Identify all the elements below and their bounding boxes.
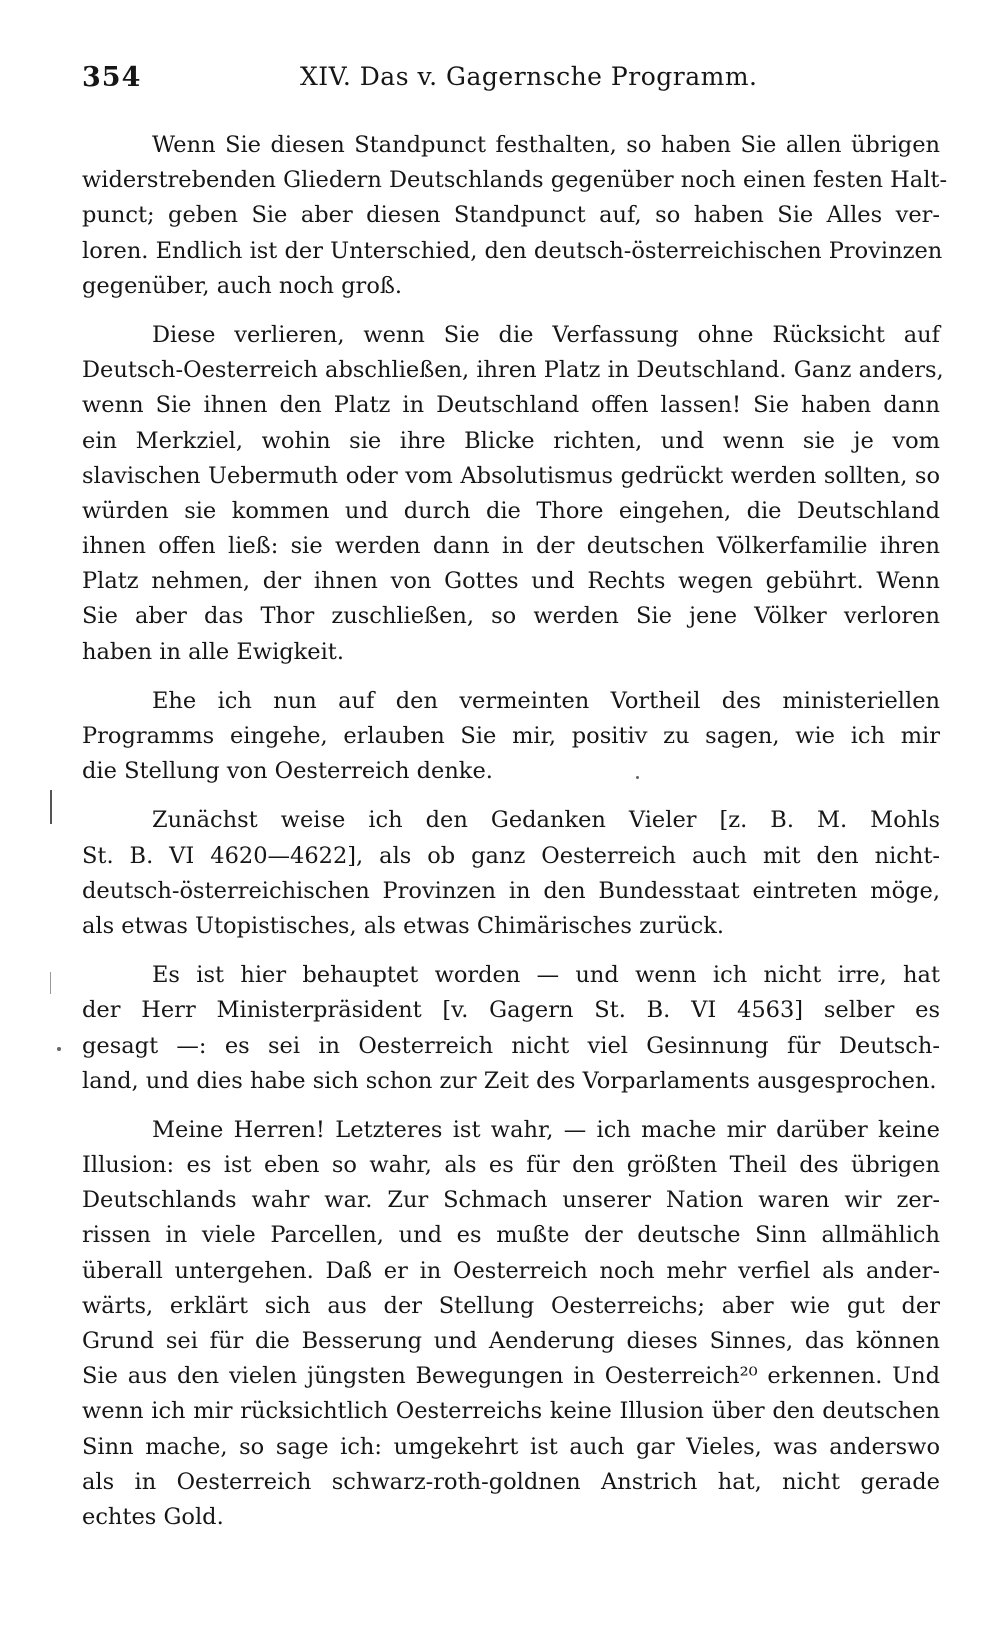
- text-line: land, und dies habe sich schon zur Zeit des Vorparlaments ausgesprochen.: [82, 1067, 937, 1094]
- text-line: wenn ich mir rücksichtlich Oesterreichs keine Illusion über den deutschen: [82, 1398, 940, 1425]
- text-line: loren. Endlich ist der Unterschied, den deutsch-österreichischen Provinzen: [82, 237, 943, 264]
- margin-mark: [50, 790, 52, 824]
- text-line: Sinn mache, so sage ich: umgekehrt ist auch gar Vieles, was anderswo: [82, 1433, 940, 1460]
- text-line: Meine Herren! Letzteres ist wahr, — ich mache mir darüber keine: [152, 1116, 940, 1143]
- running-head: XIV. Das v. Gagernsche Programm.: [300, 62, 758, 91]
- paragraph: [82, 958, 940, 1099]
- paragraph: [82, 684, 940, 790]
- text-line: Sie aber das Thor zuschließen, so werden Sie jene Völker verloren: [82, 603, 940, 630]
- text-line: Deutschlands wahr war. Zur Schmach unserer Nation waren wir zer-: [82, 1187, 940, 1214]
- text-line: ein Merkziel, wohin sie ihre Blicke richten, und wenn sie je vom: [82, 427, 940, 454]
- text-line: Programms eingehe, erlauben Sie mir, positiv zu sagen, wie ich mir: [82, 723, 940, 749]
- text-line: wenn Sie ihnen den Platz in Deutschland offen lassen! Sie haben dann: [82, 392, 940, 419]
- text-line: haben in alle Ewigkeit.: [82, 638, 345, 665]
- text-line: als in Oesterreich schwarz-roth-goldnen Anstrich hat, nicht gerade: [82, 1468, 940, 1495]
- text-line: Deutsch-Oesterreich abschließen, ihren Platz in Deutschland. Ganz anders,: [82, 357, 944, 384]
- text-line: rissen in viele Parcellen, und es mußte der deutsche Sinn allmählich: [82, 1222, 940, 1249]
- text-line: deutsch-österreichischen Provinzen in den Bundesstaat eintreten möge,: [82, 877, 940, 904]
- paragraph: [82, 318, 944, 670]
- text-line: wärts, erklärt sich aus der Stellung Oesterreichs; aber wie gut der: [82, 1292, 940, 1319]
- text-line: als etwas Utopistisches, als etwas Chimärisches zurück.: [82, 912, 725, 939]
- paragraph: [82, 1113, 940, 1535]
- text-line: St. B. VI 4620—4622], als ob ganz Oesterreich auch mit den nicht-: [82, 842, 940, 869]
- paragraph: [82, 128, 948, 304]
- text-line: Sie aus den vielen jüngsten Bewegungen in Oesterreich²⁰ erkennen. Und: [82, 1363, 940, 1390]
- margin-mark: [50, 972, 51, 994]
- text-line: Es ist hier behauptet worden — und wenn ich nicht irre, hat: [152, 962, 940, 989]
- text-line: Ehe ich nun auf den vermeinten Vortheil des ministeriellen: [152, 687, 940, 714]
- text-line: slavischen Uebermuth oder vom Absolutismus gedrückt werden sollten, so: [82, 462, 940, 489]
- text-line: würden sie kommen und durch die Thore eingehen, die Deutschland: [82, 497, 940, 524]
- text-line: die Stellung von Oesterreich denke.: [82, 758, 493, 785]
- text-line: widerstrebenden Gliedern Deutschlands gegenüber noch einen festen Halt-: [82, 167, 948, 194]
- text-line: Wenn Sie diesen Standpunct festhalten, so haben Sie allen übrigen: [152, 132, 940, 158]
- text-line: der Herr Ministerpräsident [v. Gagern St. B. VI 4563] selber es: [82, 997, 940, 1024]
- page-number: 354: [82, 62, 142, 93]
- text-line: Diese verlieren, wenn Sie die Verfassung ohne Rücksicht auf: [152, 321, 940, 348]
- text-line: überall untergehen. Daß er in Oesterreich noch mehr verfiel als ander-: [82, 1257, 940, 1284]
- text-line: Platz nehmen, der ihnen von Gottes und Rechts wegen gebührt. Wenn: [82, 568, 940, 595]
- margin-dot: [57, 1047, 61, 1051]
- text-line: ihnen offen ließ: sie werden dann in der deutschen Völkerfamilie ihren: [82, 533, 940, 560]
- text-line: gesagt —: es sei in Oesterreich nicht viel Gesinnung für Deutsch-: [82, 1032, 940, 1059]
- page-header: [82, 62, 942, 102]
- paragraph: [82, 803, 940, 944]
- body-text: [82, 128, 948, 1549]
- text-line: echtes Gold.: [82, 1503, 224, 1530]
- text-line: Grund sei für die Besserung und Aenderung dieses Sinnes, das können: [82, 1328, 940, 1354]
- text-line: punct; geben Sie aber diesen Standpunct auf, so haben Sie Alles ver-: [82, 202, 940, 229]
- text-line: Illusion: es ist eben so wahr, als es für den größten Theil des übrigen: [82, 1152, 940, 1179]
- text-line: gegenüber, auch noch groß.: [82, 272, 403, 299]
- text-line: Zunächst weise ich den Gedanken Vieler [z. B. M. Mohls: [152, 807, 940, 834]
